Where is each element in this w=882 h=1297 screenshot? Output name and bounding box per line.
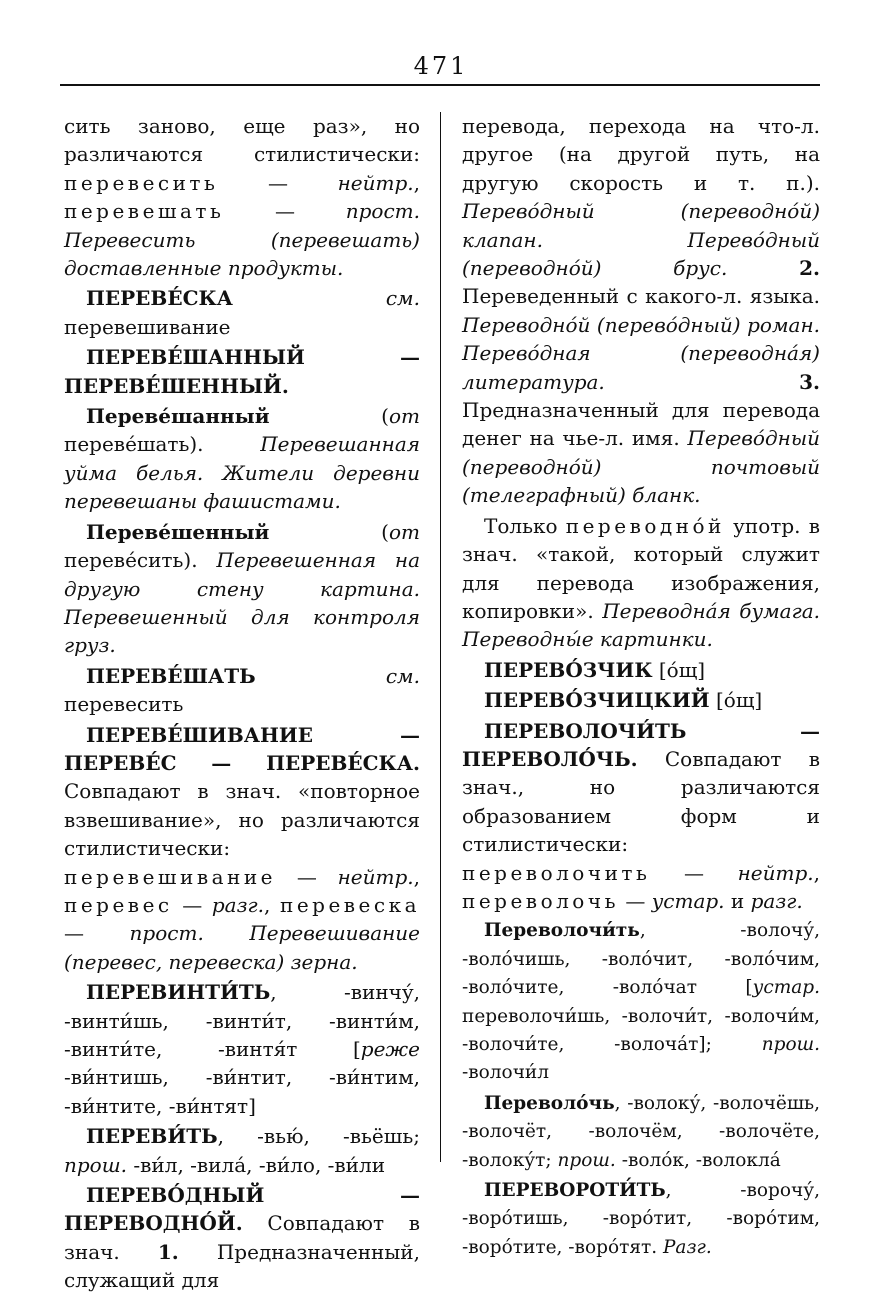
entry-perevintit: ПЕРЕВИНТИ́ТЬ, -винчу́, -винти́шь, -винти́т, -винти́м, -винти́те, -винтя́т [реже -ви́нтишь, -ви́нтит, -ви́нтим, -ви́нтите, -ви́нтят] [64, 980, 420, 1118]
entry-perevodny: ПЕРЕВО́ДНЫЙ — ПЕРЕВОДНО́Й. Совпадают в знач. 1. Предназначенный, служащий для [64, 1183, 420, 1293]
left-column [64, 112, 420, 1297]
entry-perevolochit-forms: Переволочи́ть, -волочу́, -воло́чишь, -воло́чит, -воло́чим, -воло́чите, -воло́чат [устар. переволочи́шь, -волочи́т, -волочи́м, -волочи́те, -волоча́т]; прош. -волочи́л [462, 920, 820, 1084]
entry-perevodnoy-note: Только переводно́й употр. в знач. «такой, который служит для перевода изображения, копировки». Переводна́я бумага. Переводны́е картинки. [462, 513, 820, 652]
page-number: 471 [413, 52, 469, 80]
entry-pereveshat: ПЕРЕВЕ́ШАТЬ см. перевесить [64, 663, 420, 717]
entry-pereveshanny: Переве́шанный (от переве́шать). Перевешанная уйма белья. Жители деревни перевешаны фашистами. [64, 404, 420, 514]
entry-perevozchitsky: ПЕРЕВО́ЗЧИЦКИЙ [о́щ] [484, 688, 763, 713]
entry-perevozchik: ПЕРЕВО́ЗЧИК [о́щ] [484, 657, 706, 682]
column-divider [440, 112, 441, 1162]
entry-perevesheny: Переве́шенный (от переве́сить). Перевешенная на другую стену картина. Перевешенный для контроля груз. [64, 519, 420, 658]
entry-perevolochit: ПЕРЕВОЛОЧИ́ТЬ — ПЕРЕВОЛО́ЧЬ. Совпадают в знач., но различаются образованием форм и стилистически: переволочить — нейтр., переволочь — устар. и разг. [462, 718, 820, 913]
entry-pereveshivanie: ПЕРЕВЕ́ШИВАНИЕ — ПЕРЕВЕ́С — ПЕРЕВЕ́СКА. Совпадают в знач. «повторное взвешивание», но различаются стилистически: перевешивание — нейтр., перевес — разг., перевеска — прост. Перевешивание (перевес, перевеска) зерна. [64, 722, 421, 974]
entry-perevorotit: ПЕРЕВОРОТИ́ТЬ, -ворочу́, -воро́тишь, -воро́тит, -воро́тим, -воро́тите, -воро́тят. Разг. [462, 1180, 820, 1258]
entry-continuation: сить заново, еще раз», но различаются стилистически: перевесить — нейтр., перевешать — прост. Перевесить (перевешать) доставленные продукты. [64, 114, 420, 281]
entry-perevodny-continued: перевода, перехода на что-л. другое (на другой путь, на другую скорость и т. п.). Перево́дный (переводно́й) клапан. Перево́дный (переводно́й) брус. 2. Переведенный с какого-л. языка. Переводно́й (перево́дный) роман. Перево́дная (переводна́я) литература. 3. Предназначенный для перевода денег на чье-л. имя. Перево́дный (переводно́й) почтовый (телеграфный) бланк. [462, 114, 820, 508]
entry-perevoloch-forms: Переволо́чь, -волоку́, -волочёшь, -волочёт, -волочём, -волочёте, -волоку́т; прош. -воло́к, -волокла́ [462, 1092, 820, 1171]
entry-perevit: ПЕРЕВИ́ТЬ, -вью́, -вьёшь; прош. -ви́л, -вила́, -ви́ло, -ви́ли [64, 1124, 420, 1177]
right-column [462, 112, 820, 1264]
entry-pereveska: ПЕРЕВЕ́СКА см. перевешивание [64, 286, 420, 339]
header-rule [60, 84, 820, 86]
entry-pereveshanny-heading: ПЕРЕВЕ́ШАННЫЙ — ПЕРЕВЕ́ШЕННЫЙ. [64, 345, 420, 398]
